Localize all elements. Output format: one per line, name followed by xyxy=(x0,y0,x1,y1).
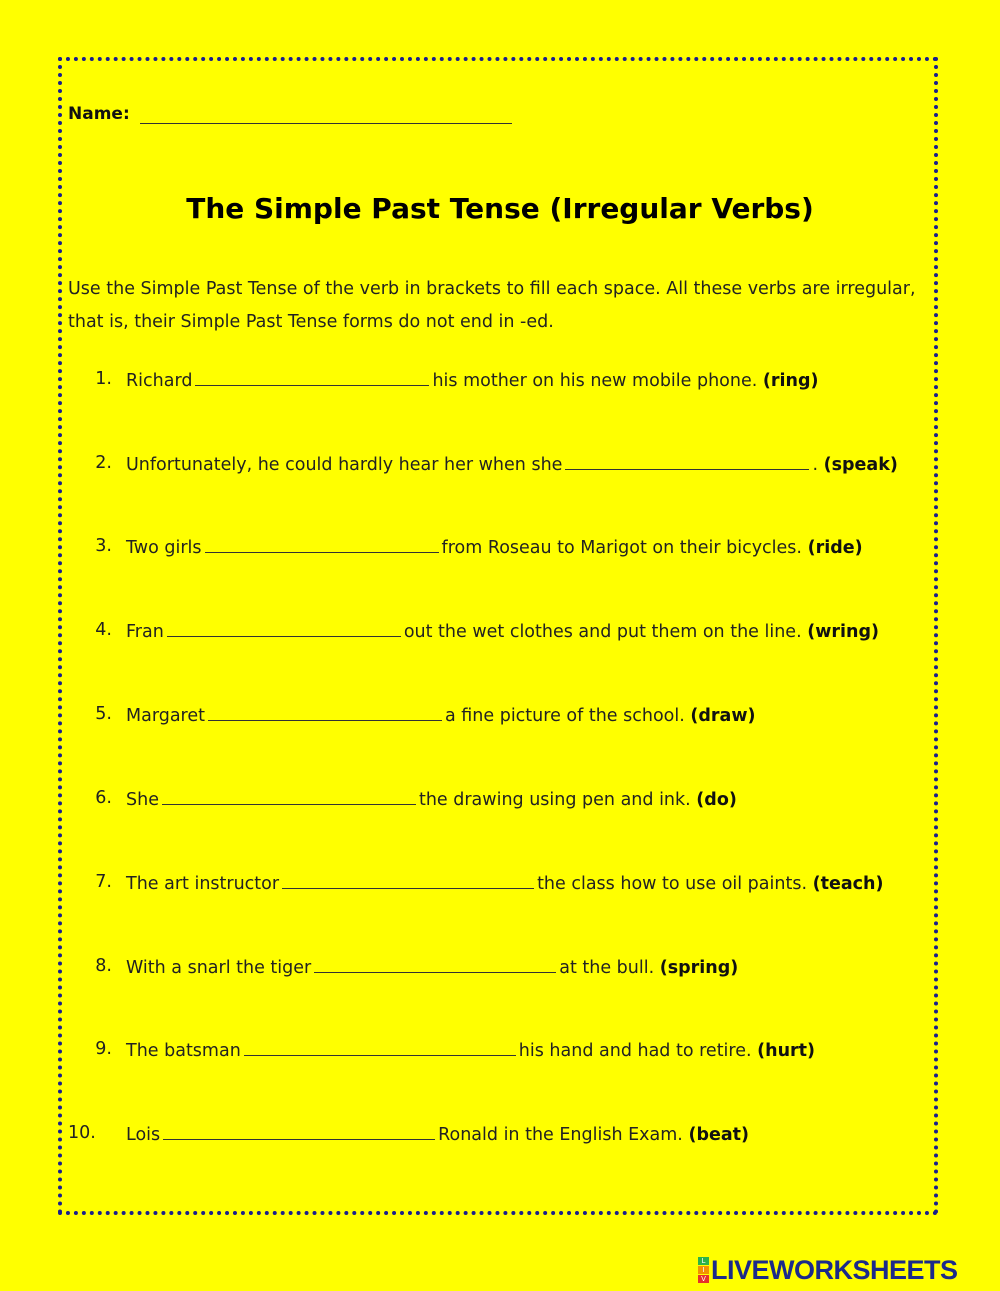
answer-blank[interactable] xyxy=(282,872,534,889)
question-number: 1. xyxy=(95,369,112,389)
question-text xyxy=(126,453,898,475)
verb-hint: (beat) xyxy=(688,1125,750,1145)
question-after: his hand and had to retire. xyxy=(518,1041,752,1061)
question-number: 2. xyxy=(95,453,112,473)
verb-hint: (spring) xyxy=(659,958,739,978)
question-text xyxy=(126,1123,749,1145)
question-text xyxy=(126,369,819,391)
answer-blank[interactable] xyxy=(163,1123,435,1140)
question-before: The batsman xyxy=(126,1041,241,1061)
question-before: Richard xyxy=(126,371,193,391)
question-before: Two girls xyxy=(126,538,202,558)
verb-hint: (ring) xyxy=(762,371,819,391)
verb-hint: (hurt) xyxy=(757,1041,816,1061)
answer-blank[interactable] xyxy=(205,536,439,553)
question-text xyxy=(126,1039,815,1061)
question-before: Margaret xyxy=(126,706,205,726)
question-after: from Roseau to Marigot on their bicycles. xyxy=(441,538,802,558)
question-after: the class how to use oil paints. xyxy=(537,874,808,894)
verb-hint: (speak) xyxy=(823,455,898,475)
question-after: his mother on his new mobile phone. xyxy=(432,371,758,391)
question-before: She xyxy=(126,790,159,810)
question-number: 6. xyxy=(95,788,112,808)
question-after: the drawing using pen and ink. xyxy=(418,790,691,810)
question-number: 8. xyxy=(95,956,112,976)
answer-blank[interactable] xyxy=(195,369,429,386)
question-after: . xyxy=(812,455,819,475)
verb-hint: (do) xyxy=(696,790,737,810)
question-after: a fine picture of the school. xyxy=(444,706,685,726)
question-before: With a snarl the tiger xyxy=(126,958,312,978)
question-text xyxy=(126,536,863,558)
verb-hint: (wring) xyxy=(807,622,879,642)
verb-hint: (ride) xyxy=(807,538,863,558)
answer-blank[interactable] xyxy=(314,956,556,973)
question-text xyxy=(126,704,756,726)
page-title: The Simple Past Tense (Irregular Verbs) xyxy=(186,192,814,225)
answer-blank[interactable] xyxy=(162,788,416,805)
logo-mark-letter: L xyxy=(698,1257,709,1265)
name-input-line[interactable] xyxy=(140,107,512,124)
question-after: out the wet clothes and put them on the line. xyxy=(403,622,802,642)
liveworksheets-logo xyxy=(698,1255,958,1285)
logo-text: LIVEWORKSHEETS xyxy=(711,1254,958,1285)
question-before: Unfortunately, he could hardly hear her when she xyxy=(126,455,563,475)
question-before: Fran xyxy=(126,622,164,642)
answer-blank[interactable] xyxy=(167,620,401,637)
answer-blank[interactable] xyxy=(208,704,442,721)
question-number: 9. xyxy=(95,1039,112,1059)
question-text xyxy=(126,956,738,978)
question-text xyxy=(126,620,879,642)
instructions: Use the Simple Past Tense of the verb in brackets to fill each space. All these verbs are irregular, that is, their Simple Past Tense forms do not end in -ed. xyxy=(68,279,916,332)
logo-mark-letter: V xyxy=(698,1275,709,1283)
logo-mark-letter: I xyxy=(698,1266,709,1274)
name-label: Name: xyxy=(68,104,130,124)
question-number: 7. xyxy=(95,872,112,892)
question-after: at the bull. xyxy=(559,958,655,978)
question-number: 5. xyxy=(95,704,112,724)
question-text xyxy=(126,872,883,894)
question-number: 3. xyxy=(95,536,112,556)
question-before: Lois xyxy=(126,1125,161,1145)
name-row xyxy=(68,104,512,124)
logo-mark-icon xyxy=(698,1257,709,1284)
verb-hint: (teach) xyxy=(812,874,884,894)
answer-blank[interactable] xyxy=(565,453,809,470)
question-number: 10. xyxy=(68,1123,96,1143)
answer-blank[interactable] xyxy=(244,1039,516,1056)
question-text xyxy=(126,788,737,810)
question-before: The art instructor xyxy=(126,874,280,894)
verb-hint: (draw) xyxy=(690,706,756,726)
question-number: 4. xyxy=(95,620,112,640)
question-after: Ronald in the English Exam. xyxy=(438,1125,683,1145)
